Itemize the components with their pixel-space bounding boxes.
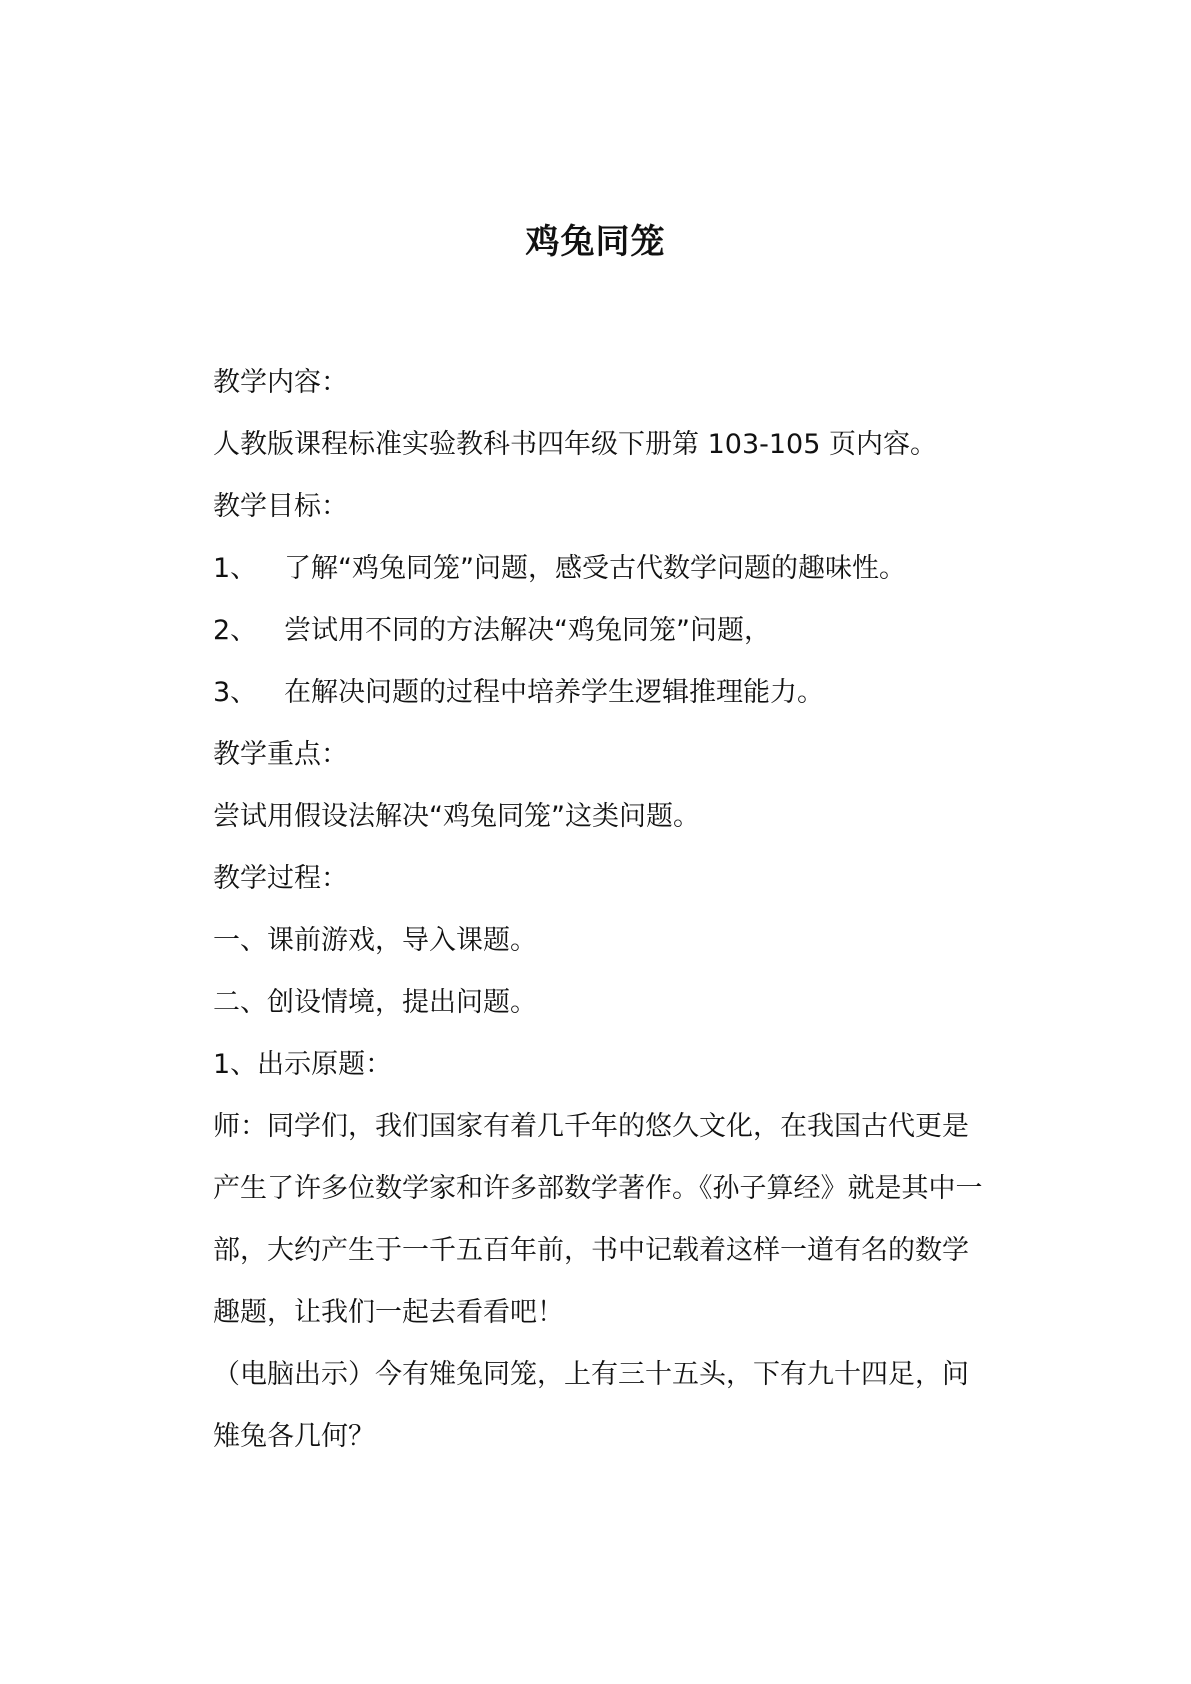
teacher-paragraph-line: 趣题，让我们一起去看看吧！ [213, 1297, 564, 1328]
goal-item-2 [213, 600, 1013, 662]
goals-heading: 教学目标： [213, 491, 348, 522]
goal-text: 尝试用不同的方法解决“鸡兔同笼”问题， [284, 615, 771, 646]
document-body [213, 352, 1013, 1468]
goal-text: 在解决问题的过程中培养学生逻辑推理能力。 [284, 677, 824, 708]
process-step-1: 一、课前游戏，导入课题。 [213, 925, 537, 956]
process-step-2: 二、创设情境，提出问题。 [213, 987, 537, 1018]
key-point-text: 尝试用假设法解决“鸡兔同笼”这类问题。 [213, 801, 700, 832]
goal-item-3 [213, 662, 1013, 724]
goal-number: 3、 [213, 677, 258, 708]
content-heading: 教学内容： [213, 367, 348, 398]
teacher-paragraph-line: 部，大约产生于一千五百年前，书中记载着这样一道有名的数学 [213, 1235, 969, 1266]
problem-line: （电脑出示）今有雉兔同笼，上有三十五头，下有九十四足，问 [213, 1359, 969, 1390]
goal-text: 了解“鸡兔同笼”问题，感受古代数学问题的趣味性。 [284, 553, 906, 584]
goal-number: 1、 [213, 553, 258, 584]
content-text: 人教版课程标准实验教科书四年级下册第 103-105 页内容。 [213, 429, 937, 460]
goal-item-1 [213, 538, 1013, 600]
problem-line: 雉兔各几何？ [213, 1421, 375, 1452]
sub-step-1: 1、出示原题： [213, 1049, 393, 1080]
teacher-paragraph-line: 产生了许多位数学家和许多部数学著作。《孙子算经》就是其中一 [213, 1173, 983, 1204]
goal-number: 2、 [213, 615, 258, 646]
key-point-heading: 教学重点： [213, 739, 348, 770]
teacher-paragraph-line: 师：同学们，我们国家有着几千年的悠久文化，在我国古代更是 [213, 1111, 969, 1142]
document-title: 鸡兔同笼 [525, 222, 666, 262]
process-heading: 教学过程： [213, 863, 348, 894]
